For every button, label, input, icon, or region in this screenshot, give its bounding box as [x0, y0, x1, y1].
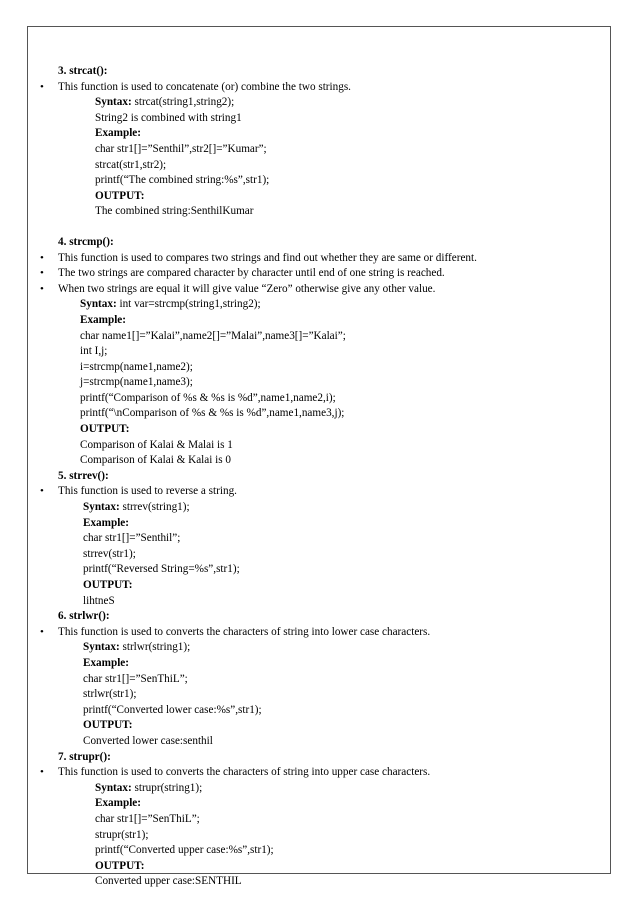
bullet-icon: •	[40, 267, 44, 280]
section-body	[58, 500, 598, 609]
bullet-icon: •	[40, 766, 44, 779]
section-heading: 6. strlwr():	[58, 610, 110, 623]
code-line: printf(“\nComparison of %s & %s is %d”,name1,name3,j);	[80, 407, 345, 420]
code-line: Converted lower case:senthil	[83, 734, 213, 747]
code-line: Syntax: int var=strcmp(string1,string2);	[80, 298, 261, 311]
code-line: OUTPUT:	[80, 423, 130, 436]
bullet-item: • This function is used to compares two strings and find out whether they are same or different.	[58, 251, 598, 267]
bullet-item: • When two strings are equal it will give value “Zero” otherwise give any other value.	[58, 282, 598, 298]
section-strcmp	[40, 235, 598, 469]
code-line: The combined string:SenthilKumar	[95, 205, 254, 218]
bullet-icon: •	[40, 282, 44, 295]
code-line: strupr(str1);	[95, 828, 149, 841]
code-line: String2 is combined with string1	[95, 111, 242, 124]
bullet-icon: •	[40, 80, 44, 93]
code-line: OUTPUT:	[95, 859, 145, 872]
bullet-list	[40, 765, 598, 781]
bullet-icon: •	[40, 625, 44, 638]
document-content	[40, 64, 598, 890]
code-line: Syntax: strcat(string1,string2);	[95, 96, 235, 109]
code-line: i=strcmp(name1,name2);	[80, 360, 193, 373]
code-line: int I,j;	[80, 345, 108, 358]
section-body	[58, 781, 598, 890]
code-line: char str1[]=”SenThiL”;	[83, 672, 188, 685]
bullet-icon: •	[40, 251, 44, 264]
code-line: printf(“Comparison of %s & %s is %d”,name1,name2,i);	[80, 391, 336, 404]
section-heading: 5. strrev():	[58, 469, 109, 482]
bullet-item: • This function is used to reverse a string.	[58, 484, 598, 500]
code-line: OUTPUT:	[83, 579, 133, 591]
bullet-item: • The two strings are compared character by character until end of one string is reached.	[58, 266, 598, 282]
bullet-list	[40, 251, 598, 298]
code-line: Comparison of Kalai & Kalai is 0	[80, 454, 232, 467]
code-line: OUTPUT:	[95, 189, 145, 202]
code-line: strlwr(str1);	[83, 688, 137, 701]
section-heading: 3. strcat():	[58, 65, 108, 77]
code-line: OUTPUT:	[83, 719, 133, 732]
section-strupr	[40, 750, 598, 890]
section-heading: 7. strupr():	[58, 750, 111, 763]
code-line: printf(“Converted upper case:%s”,str1);	[95, 844, 274, 857]
bullet-item: • This function is used to converts the characters of string into upper case characters.	[58, 765, 598, 781]
section-body	[58, 95, 598, 220]
code-line: printf(“The combined string:%s”,str1);	[95, 174, 270, 187]
code-line: Comparison of Kalai & Malai is 1	[80, 438, 233, 451]
section-body	[58, 297, 598, 469]
code-line: Example:	[83, 656, 129, 669]
code-line: Converted upper case:SENTHIL	[95, 875, 242, 888]
code-line: strcat(str1,str2);	[95, 158, 167, 171]
bullet-list	[40, 80, 598, 96]
code-line: j=strcmp(name1,name3);	[80, 376, 193, 389]
code-line: Example:	[95, 127, 141, 140]
code-line: char str1[]=”Senthil”,str2[]=”Kumar”;	[95, 142, 267, 155]
bullet-list	[40, 625, 598, 641]
code-line: strrev(str1);	[83, 547, 136, 560]
bullet-list	[40, 484, 598, 500]
bullet-icon: •	[40, 485, 44, 498]
code-line: Example:	[80, 313, 126, 326]
code-line: Example:	[83, 516, 129, 529]
code-line: printf(“Reversed String=%s”,str1);	[83, 563, 240, 576]
code-line: Example:	[95, 797, 141, 810]
section-strcat	[40, 64, 598, 220]
code-line: Syntax: strrev(string1);	[83, 501, 190, 514]
code-line: printf(“Converted lower case:%s”,str1);	[83, 703, 262, 716]
code-line: Syntax: strlwr(string1);	[83, 641, 191, 654]
code-line: Syntax: strupr(string1);	[95, 781, 203, 794]
code-line: char str1[]=”SenThiL”;	[95, 812, 200, 825]
code-line: lihtneS	[83, 594, 115, 607]
bullet-item: • This function is used to converts the characters of string into lower case characters.	[58, 625, 598, 641]
code-line: char str1[]=”Senthil”;	[83, 532, 181, 545]
bullet-item: • This function is used to concatenate (or) combine the two strings.	[58, 80, 598, 96]
section-heading: 4. strcmp():	[58, 235, 114, 248]
code-line: char name1[]=”Kalai”,name2[]=”Malai”,name3[]=”Kalai”;	[80, 329, 346, 342]
section-strrev	[40, 469, 598, 609]
section-strlwr	[40, 609, 598, 749]
section-body	[58, 640, 598, 749]
